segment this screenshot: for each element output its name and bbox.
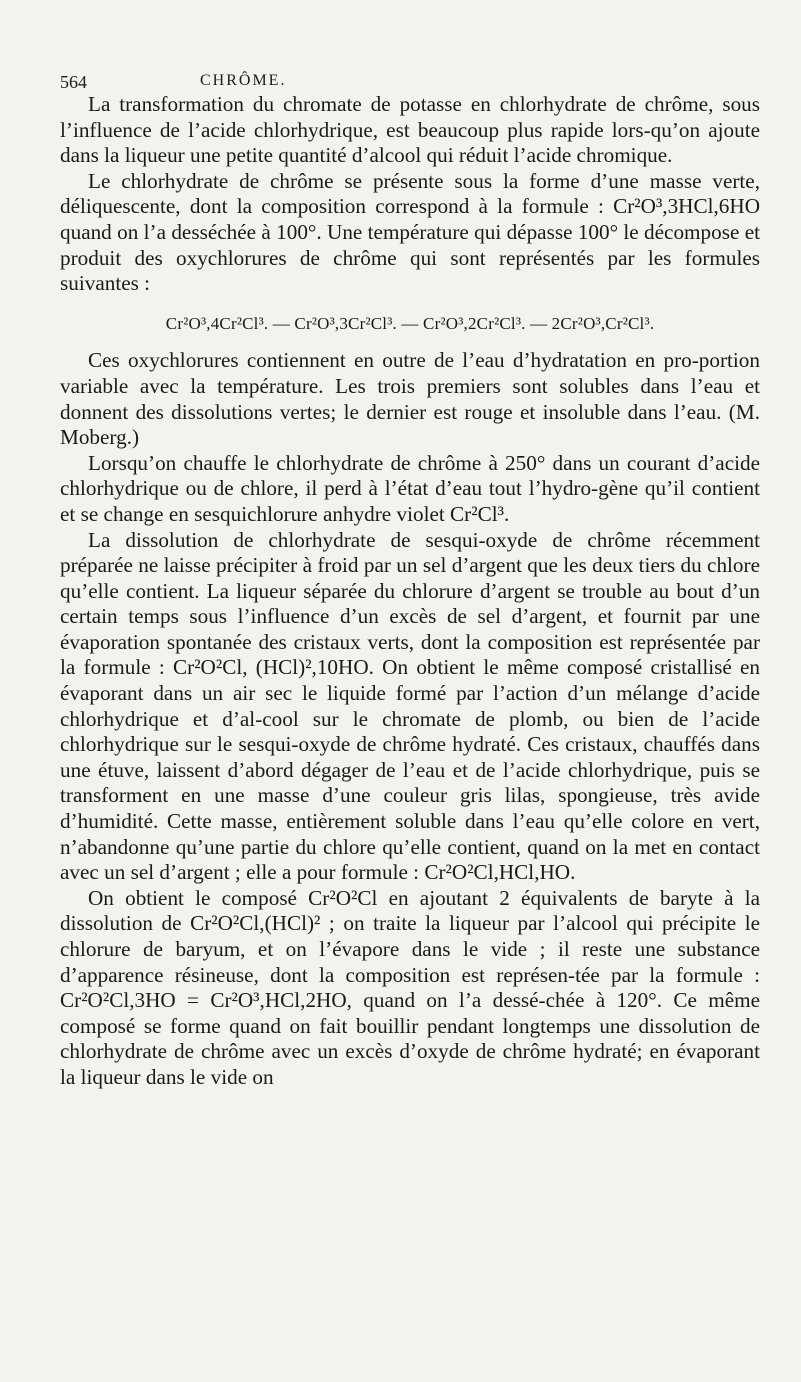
- running-head: CHRÔME.: [200, 72, 287, 89]
- body-text: [60, 92, 760, 1091]
- paragraph: La transformation du chromate de potasse en chlorhydrate de chrôme, sous l’influence de l’acide chlorhydrique, est beaucoup plus rapide lors-qu’on ajoute dans la liqueur une petite quantité d’alcool qui réduit l’acide chromique.: [60, 92, 760, 168]
- paragraph: Lorsqu’on chauffe le chlorhydrate de chrôme à 250° dans un courant d’acide chlorhydrique ou de chlore, il perd à l’état d’eau tout l’hydro-gène qu’il contient et se change en sesquichlorure anhydre violet Cr²Cl³.: [60, 450, 760, 526]
- book-page: [60, 72, 760, 1362]
- paragraph: Ces oxychlorures contiennent en outre de l’eau d’hydratation en pro-portion variable avec la température. Les trois premiers sont solubles dans l’eau et donnent des dissolutions vertes; le dernier est rouge et insoluble dans l’eau. (M. Moberg.): [60, 348, 760, 450]
- paragraph: Le chlorhydrate de chrôme se présente sous la forme d’une masse verte, déliquescente, dont la composition correspond à la formule : Cr²O³,3HCl,6HO quand on l’a desséchée à 100°. Une température qui dépasse 100° le décompose et produit des oxychlorures de chrôme qui sont représentés par les formules suivantes :: [60, 168, 760, 296]
- paragraph: On obtient le composé Cr²O²Cl en ajoutant 2 équivalents de baryte à la dissolution de Cr²O²Cl,(HCl)² ; on traite la liqueur par l’alcool qui précipite le chlorure de baryum, et on l’évapore dans le vide ; il reste une substance d’apparence résineuse, dont la composition est représen-tée par la formule : Cr²O²Cl,3HO = Cr²O³,HCl,2HO, quand on l’a dessé-chée à 120°. Ce même composé se forme quand on fait bouillir pendant longtemps une dissolution de chlorhydrate de chrôme avec un excès d’oxyde de chrôme hydraté; en évaporant la liqueur dans le vide on: [60, 885, 760, 1089]
- formula-line: Cr²O³,4Cr²Cl³. — Cr²O³,3Cr²Cl³. — Cr²O³,2Cr²Cl³. — 2Cr²O³,Cr²Cl³.: [165, 313, 655, 333]
- page-number: 564: [60, 72, 87, 92]
- paragraph: La dissolution de chlorhydrate de sesqui-oxyde de chrôme récemment préparée ne laisse précipiter à froid par un sel d’argent que les deux tiers du chlore qu’elle contient. La liqueur séparée du chlorure d’argent se trouble au bout d’un certain temps sous l’influence d’un excès de sel d’argent, et fournit par une évaporation spontanée des cristaux verts, dont la composition est représentée par la formule : Cr²O²Cl, (HCl)²,10HO. On obtient le même composé cristallisé en évaporant dans un air sec le liquide formé par l’action d’un mélange d’acide chlorhydrique et d’al-cool sur le chromate de plomb, ou bien de l’acide chlorhydrique sur le sesqui-oxyde de chrôme hydraté. Ces cristaux, chauffés dans une étuve, laissent d’abord dégager de l’eau et de l’acide chlorhydrique, puis se transforment en une masse d’une couleur gris lilas, spongieuse, très avide d’humidité. Cette masse, entièrement soluble dans l’eau qu’elle colore en vert, n’abandonne qu’une partie du chlore qu’elle contient, quand on la met en contact avec un sel d’argent ; elle a pour formule : Cr²O²Cl,HCl,HO.: [60, 527, 760, 885]
